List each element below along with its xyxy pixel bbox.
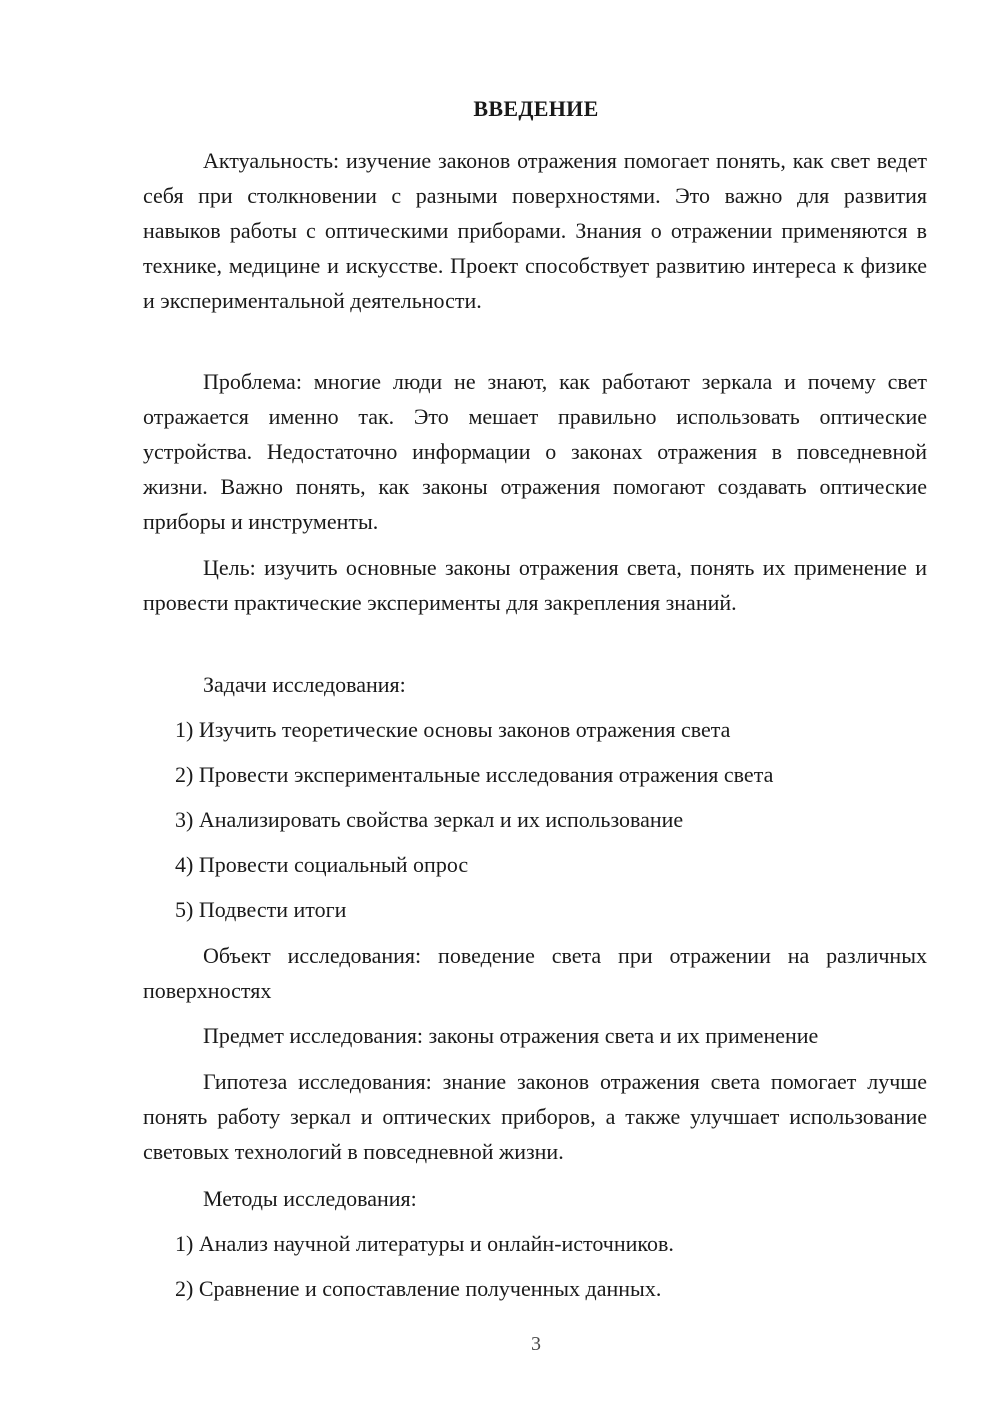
relevance-paragraph: Актуальность: изучение законов отражения помогает понять, как свет ведет себя при столкновении с разными поверхностями. Это важно для развития навыков работы с оптическими приборами. Знания о отражении применяются в технике, медицине и искусстве. Проект способствует развитию интереса к физике и экспериментальной деятельности. [143,148,927,313]
task-item-4: 4) Провести социальный опрос [175,852,469,877]
task-item-5: 5) Подвести итоги [175,897,347,922]
method-item-1: 1) Анализ научной литературы и онлайн-источников. [175,1231,674,1256]
problem-paragraph: Проблема: многие люди не знают, как работают зеркала и почему свет отражается именно так. Это мешает правильно использовать оптические устройства. Недостаточно информации о законах отражения в повседневной жизни. Важно понять, как законы отражения помогают создавать оптические приборы и инструменты. [143,369,927,534]
tasks-heading: Задачи исследования: [203,672,406,697]
task-item-2: 2) Провести экспериментальные исследования отражения света [175,762,774,787]
method-item-2: 2) Сравнение и сопоставление полученных данных. [175,1276,662,1301]
page-title: ВВЕДЕНИЕ [473,96,599,121]
object-paragraph: Объект исследования: поведение света при отражении на различных поверхностях [143,943,927,1003]
hypothesis-paragraph: Гипотеза исследования: знание законов отражения света помогает лучше понять работу зеркал и оптических приборов, а также улучшает использование световых технологий в повседневной жизни. [143,1069,927,1164]
subject-paragraph: Предмет исследования: законы отражения света и их применение [203,1023,819,1048]
task-item-1: 1) Изучить теоретические основы законов отражения света [175,717,731,742]
task-item-3: 3) Анализировать свойства зеркал и их использование [175,807,684,832]
page-number: 3 [531,1333,541,1355]
goal-paragraph: Цель: изучить основные законы отражения света, понять их применение и провести практические эксперименты для закрепления знаний. [143,555,927,615]
methods-heading: Методы исследования: [203,1186,417,1211]
